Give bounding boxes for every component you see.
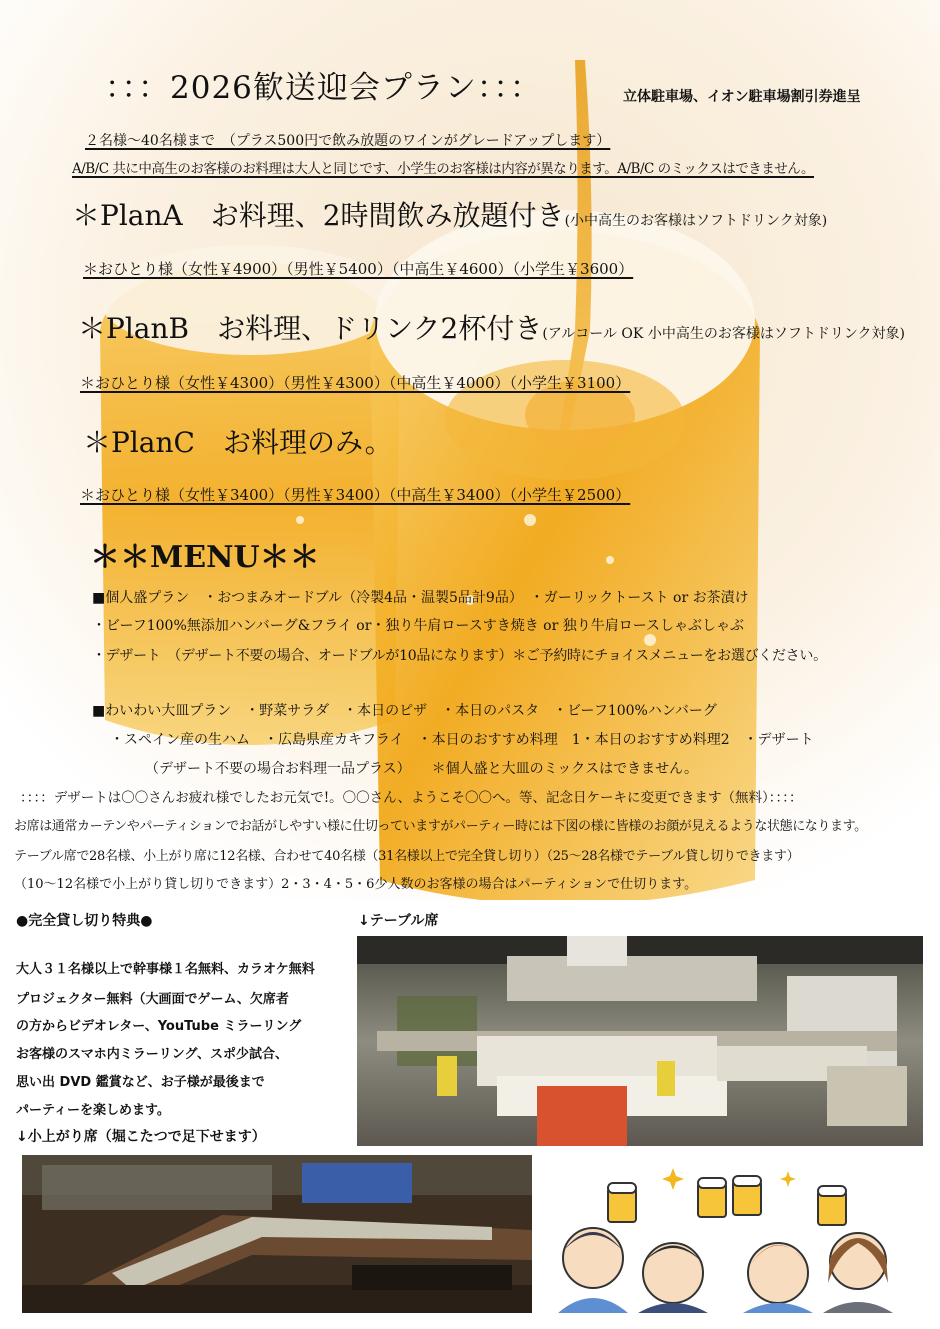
plan-a-prices: ＊おひとり様（女性￥4900）（男性￥5400）（中高生￥4600）（小学生￥3600）: [83, 260, 634, 278]
capacity-note: ２名様～40名様まで （プラス500円で飲み放題のワインがグレードアップします）: [85, 133, 611, 149]
plan-c-title: ＊PlanC お料理のみ。: [83, 426, 393, 459]
benefit-line: お客様のスマホ内ミラーリング、スポ少試合、: [16, 1047, 288, 1062]
koagari-caption: ↓小上がり席（堀こたつで足下せます）: [16, 1129, 266, 1145]
plan-b-prices: ＊おひとり様（女性￥4300）（男性￥4300）（中高生￥4000）（小学生￥3100）: [80, 374, 631, 392]
page-title: ：：：2026歓送迎会プラン：：：: [105, 70, 542, 106]
plan-a-heading: ＊PlanA お料理、2時間飲み放題付き: [72, 199, 565, 232]
table-seating-photo: [357, 936, 923, 1146]
menu-line: ・スペイン産の生ハム ・広島県産カキフライ ・本日のおすすめ料理 1・本日のおすすめ料理2 ・デザート: [110, 732, 814, 748]
plan-c-prices: ＊おひとり様（女性￥3400）（男性￥3400）（中高生￥3400）（小学生￥2500）: [80, 486, 631, 504]
benefits-title: ●完全貸し切り特典●: [16, 913, 153, 929]
menu-line: ・デザート （デザート不要の場合、オードブルが10品になります）＊ご予約時にチョイスメニューをお選びください。: [92, 648, 827, 664]
info-line: テーブル席で28名様、小上がり席に12名様、合わせて40名様（31名様以上で完全貸し切り）（25～28名様でテーブル貸し切りできます）: [14, 849, 800, 864]
benefit-line: 大人３１名様以上で幹事様１名無料、カラオケ無料: [16, 962, 315, 977]
plan-b-heading: ＊PlanB お料理、ドリンク2杯付き: [78, 312, 543, 345]
benefit-line: の方からビデオレター、YouTube ミラーリング: [16, 1019, 302, 1034]
menu-line: （デザート不要の場合お料理一品プラス） ＊個人盛と大皿のミックスはできません。: [145, 761, 698, 777]
benefit-line: プロジェクター無料（大画面でゲーム、欠席者: [16, 992, 289, 1007]
cheers-illustration: [548, 1163, 898, 1313]
benefit-line: パーティーを楽しめます。: [16, 1103, 170, 1118]
info-line: お席は通常カーテンやパーティションでお話がしやすい様に仕切っていますがパーティー時には下図の様に皆様のお顔が見えるような状態になります。: [14, 819, 867, 834]
menu-line: ・ビーフ100%無添加ハンバーグ&フライ or・独り牛肩ロースすき焼き or 独り牛肩ロースしゃぶしゃぶ: [92, 618, 745, 634]
plan-a-note: (小中高生のお客様はソフトドリンク対象): [564, 213, 828, 229]
plan-a-title: [72, 194, 827, 234]
dessert-note: ：：：：デザートは〇〇さんお疲れ様でしたお元気で!。〇〇さん、ようこそ〇〇へ。等、記念日ケーキに変更できます（無料）：：：：: [20, 790, 803, 806]
table-caption: ↓テーブル席: [358, 913, 439, 929]
info-line: （10～12名様で小上がり貸し切りできます）2・3・4・5・6少人数のお客様の場合はパーティションで仕切ります。: [14, 877, 698, 892]
menu-line: ■個人盛プラン ・おつまみオードブル（冷製4品・温製5品計9品） ・ガーリックトースト or お茶漬け: [92, 590, 749, 606]
plan-b-title: [78, 307, 905, 347]
benefit-line: 思い出 DVD 鑑賞など、お子様が最後まで: [16, 1075, 265, 1090]
mix-note: A/B/C 共に中高生のお客様のお料理は大人と同じです、小学生のお客様は内容が異なります。A/B/C のミックスはできません。: [72, 161, 815, 177]
menu-line: ■わいわい大皿プラン ・野菜サラダ ・本日のピザ ・本日のパスタ ・ビーフ100%ハンバーグ: [92, 703, 717, 719]
parking-note: 立体駐車場、イオン駐車場割引券進呈: [623, 89, 861, 105]
koagari-seating-photo: [22, 1155, 532, 1313]
plan-b-note: (アルコール OK 小中高生のお客様はソフトドリンク対象): [542, 326, 905, 342]
menu-title: ＊＊MENU＊＊: [90, 540, 320, 575]
